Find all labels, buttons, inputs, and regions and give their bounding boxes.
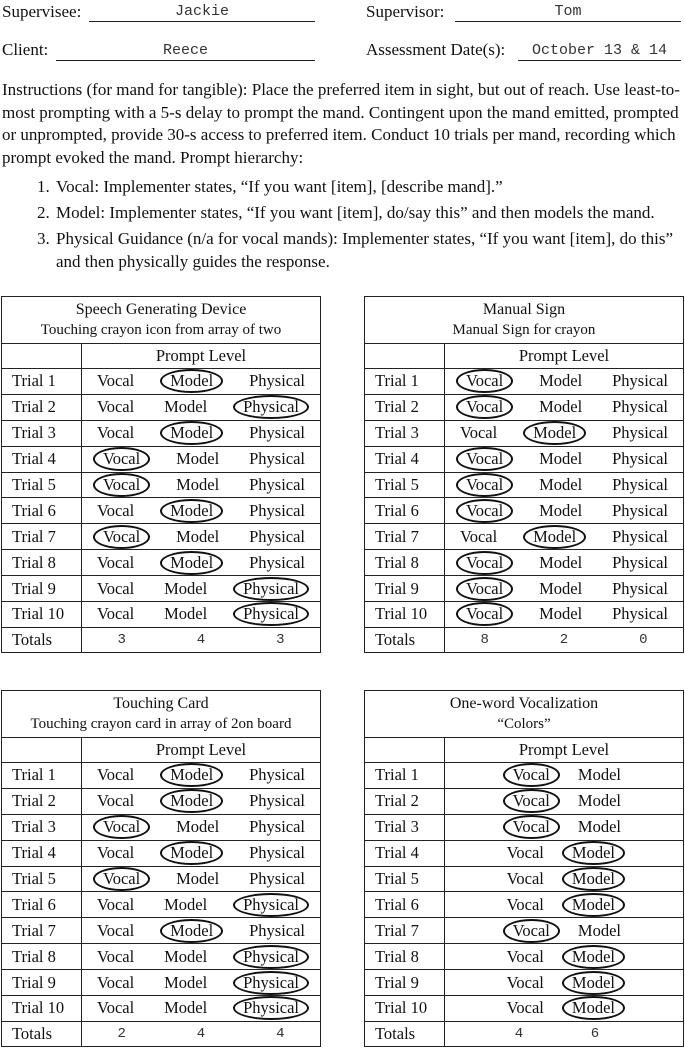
assessment-date-label: Assessment Date(s): — [366, 40, 506, 59]
prompt-level-header: Prompt Level — [445, 344, 684, 369]
trial-options — [445, 472, 684, 498]
trial-row — [2, 840, 321, 866]
trial-label: Trial 10 — [2, 996, 82, 1022]
model-option-circled[interactable]: Model — [160, 421, 223, 445]
table-header — [2, 691, 321, 738]
physical-option[interactable]: Physical — [612, 578, 669, 598]
trial-label: Trial 10 — [365, 602, 445, 628]
trial-label: Trial 7 — [365, 524, 445, 550]
speech-generating-device-table — [1, 296, 321, 653]
trial-row — [2, 866, 321, 892]
physical-option[interactable]: Physical — [612, 475, 669, 494]
table-title: Speech Generating Device — [75, 301, 247, 318]
model-option[interactable]: Model — [539, 449, 583, 469]
vocal-option[interactable]: Vocal — [96, 791, 135, 811]
physical-option-circled[interactable]: Physical — [233, 945, 309, 969]
prompt-model: 2. Model: Implementer states, “If you want [item], do/say this” and then models the mand. — [54, 202, 685, 225]
trial-row — [2, 788, 321, 814]
trial-label: Trial 2 — [365, 788, 445, 814]
trial-label: Trial 4 — [2, 446, 82, 472]
model-option-circled[interactable]: Model — [160, 789, 223, 813]
trial-row — [365, 996, 684, 1022]
trial-options — [445, 420, 684, 446]
trial-options — [82, 420, 321, 446]
trial-row — [365, 892, 684, 918]
physical-option[interactable]: Physical — [249, 423, 306, 443]
model-option[interactable]: Model — [164, 998, 208, 1018]
trial-label: Trial 3 — [2, 420, 82, 446]
vocal-option[interactable]: Vocal — [506, 869, 544, 888]
trial-row — [365, 394, 684, 420]
totals-values — [82, 1021, 321, 1046]
vocal-option[interactable]: Vocal — [96, 500, 135, 520]
supervisee-label: Supervisee: — [2, 2, 82, 21]
vocal-option[interactable]: Vocal — [96, 894, 135, 914]
physical-option[interactable]: Physical — [249, 526, 306, 546]
blank-cell — [2, 344, 82, 369]
vocal-option-circled[interactable]: Vocal — [456, 602, 513, 626]
trial-row — [365, 840, 684, 866]
vocal-option[interactable]: Vocal — [96, 998, 135, 1018]
model-option-circled[interactable]: Model — [160, 369, 223, 393]
trial-label: Trial 8 — [2, 944, 82, 970]
totals-label: Totals — [365, 1021, 445, 1046]
trial-label: Trial 5 — [2, 866, 82, 892]
trial-options — [82, 970, 321, 996]
table-title: Touching Card — [113, 695, 209, 712]
trial-label: Trial 3 — [2, 814, 82, 840]
totals-values — [445, 627, 684, 652]
trial-label: Trial 2 — [2, 394, 82, 420]
blank-cell — [2, 738, 82, 763]
trial-row — [2, 996, 321, 1022]
total-value[interactable]: 0 — [639, 631, 648, 648]
trial-label: Trial 6 — [2, 892, 82, 918]
trial-options — [445, 446, 684, 472]
model-option[interactable]: Model — [539, 500, 583, 520]
physical-option[interactable]: Physical — [249, 371, 306, 391]
trial-options — [82, 446, 321, 472]
trial-label: Trial 4 — [2, 840, 82, 866]
total-value[interactable]: 4 — [276, 1025, 285, 1042]
vocal-option[interactable]: Vocal — [96, 578, 135, 598]
trial-label: Trial 1 — [2, 369, 82, 395]
trial-options — [82, 892, 321, 918]
physical-option[interactable]: Physical — [249, 765, 306, 785]
trial-row — [365, 814, 684, 840]
trial-options — [445, 918, 684, 944]
trial-options — [82, 788, 321, 814]
table-subtitle: Touching crayon icon from array of two — [40, 322, 282, 338]
vocal-option[interactable]: Vocal — [506, 894, 544, 914]
client-label: Client: — [2, 40, 49, 59]
totals-values — [445, 1021, 684, 1046]
trial-options — [82, 996, 321, 1022]
model-option-circled[interactable]: Model — [523, 421, 586, 445]
trial-row — [2, 369, 321, 395]
total-value[interactable]: 2 — [559, 631, 569, 648]
trial-row — [365, 602, 684, 628]
trial-row — [2, 420, 321, 446]
model-option[interactable]: Model — [164, 894, 208, 914]
total-value[interactable]: 4 — [514, 1025, 524, 1042]
prompt-vocal: 1. Vocal: Implementer states, “If you want [item], [describe mand].” — [54, 176, 685, 199]
vocal-option-circled[interactable]: Vocal — [93, 525, 150, 549]
vocal-option-circled[interactable]: Vocal — [503, 789, 560, 813]
vocal-option[interactable]: Vocal — [96, 920, 135, 940]
trial-options — [82, 918, 321, 944]
model-option[interactable]: Model — [176, 869, 220, 888]
trial-options — [445, 763, 684, 789]
assessment-date-field[interactable]: October 13 & 14 — [518, 42, 681, 61]
prompt-physical: 3. Physical Guidance (n/a for vocal mands): Implementer states, “If you want [item], do this” and then physically guides the response. — [54, 228, 685, 273]
vocal-option-circled[interactable]: Vocal — [456, 369, 513, 393]
model-option[interactable]: Model — [176, 449, 220, 469]
trial-row — [365, 970, 684, 996]
vocal-option-circled[interactable]: Vocal — [456, 395, 513, 419]
vocal-option-circled[interactable]: Vocal — [456, 551, 513, 575]
trial-row — [2, 524, 321, 550]
model-option[interactable]: Model — [176, 817, 220, 837]
trial-row — [365, 866, 684, 892]
physical-option-circled[interactable]: Physical — [233, 893, 309, 917]
vocal-option-circled[interactable]: Vocal — [503, 815, 560, 839]
trial-label: Trial 3 — [365, 814, 445, 840]
trial-label: Trial 2 — [2, 788, 82, 814]
table-subtitle: Manual Sign for crayon — [452, 322, 596, 338]
one-word-vocalization-table — [364, 690, 684, 1047]
trial-label: Trial 6 — [365, 892, 445, 918]
vocal-option[interactable]: Vocal — [506, 843, 544, 863]
model-option-circled[interactable]: Model — [562, 996, 625, 1020]
trial-options — [445, 788, 684, 814]
trial-row — [2, 892, 321, 918]
prompt-level-header: Prompt Level — [445, 738, 684, 763]
vocal-option[interactable]: Vocal — [96, 552, 135, 572]
physical-option[interactable]: Physical — [249, 552, 306, 572]
vocal-option-circled[interactable]: Vocal — [93, 815, 150, 839]
physical-option[interactable]: Physical — [612, 371, 669, 391]
trial-row — [2, 498, 321, 524]
vocal-option[interactable]: Vocal — [459, 526, 498, 546]
model-option[interactable]: Model — [176, 475, 220, 494]
trial-options — [445, 944, 684, 970]
prompt-hierarchy-list — [30, 176, 685, 277]
trial-label: Trial 6 — [2, 498, 82, 524]
trial-options — [82, 602, 321, 628]
physical-option[interactable]: Physical — [612, 526, 669, 546]
physical-option[interactable]: Physical — [249, 500, 306, 520]
model-option-circled[interactable]: Model — [160, 551, 223, 575]
trial-options — [82, 866, 321, 892]
vocal-option-circled[interactable]: Vocal — [93, 867, 150, 891]
trial-options — [445, 550, 684, 576]
model-option[interactable]: Model — [164, 578, 208, 598]
trial-label: Trial 9 — [365, 576, 445, 602]
totals-label: Totals — [365, 627, 445, 652]
vocal-option[interactable]: Vocal — [506, 946, 544, 966]
vocal-option[interactable]: Vocal — [96, 371, 135, 391]
trial-options — [445, 524, 684, 550]
trial-options — [82, 763, 321, 789]
trial-label: Trial 5 — [365, 866, 445, 892]
model-option[interactable]: Model — [539, 604, 583, 624]
model-option[interactable]: Model — [539, 578, 583, 598]
table-subtitle: Touching crayon card in array of 2on board — [30, 716, 292, 732]
trial-options — [82, 394, 321, 420]
instructions-text: Instructions (for mand for tangible): Place the preferred item in sight, but out of reach. Use least-to-most prompting with a 5-s delay to prompt the mand. Contingent upon the mand emitted, prompted or unprompted, provide 30-s access to preferred item. Conduct 10 trials per mand, recording which prompt evoked the mand. Prompt hierarchy: — [2, 80, 680, 167]
trial-row — [365, 420, 684, 446]
trial-label: Trial 2 — [365, 394, 445, 420]
vocal-option-circled[interactable]: Vocal — [93, 447, 150, 471]
model-option-circled[interactable]: Model — [160, 499, 223, 523]
table-header — [365, 691, 684, 738]
trial-row — [2, 472, 321, 498]
trial-label: Trial 8 — [365, 550, 445, 576]
trial-options — [82, 524, 321, 550]
vocal-option-circled[interactable]: Vocal — [503, 763, 560, 787]
model-option[interactable]: Model — [577, 765, 621, 785]
trial-label: Trial 4 — [365, 840, 445, 866]
vocal-option-circled[interactable]: Vocal — [456, 447, 513, 471]
trial-label: Trial 7 — [2, 918, 82, 944]
trial-row — [365, 944, 684, 970]
totals-values — [82, 627, 321, 652]
trial-row — [2, 763, 321, 789]
trial-row — [2, 918, 321, 944]
physical-option-circled[interactable]: Physical — [233, 996, 309, 1020]
total-value[interactable]: 2 — [117, 1025, 126, 1042]
prompt-level-header: Prompt Level — [82, 738, 321, 763]
trial-row — [2, 814, 321, 840]
model-option-circled[interactable]: Model — [562, 867, 625, 891]
vocal-option[interactable]: Vocal — [506, 972, 544, 992]
blank-cell — [365, 738, 445, 763]
trial-label: Trial 10 — [365, 996, 445, 1022]
trial-options — [82, 944, 321, 970]
trial-label: Trial 9 — [365, 970, 445, 996]
trial-row — [365, 472, 684, 498]
trial-options — [82, 814, 321, 840]
model-option[interactable]: Model — [577, 920, 621, 940]
table-title: Manual Sign — [482, 301, 566, 318]
trial-options — [82, 576, 321, 602]
vocal-option[interactable]: Vocal — [96, 397, 135, 417]
physical-option[interactable]: Physical — [249, 449, 306, 469]
model-option[interactable]: Model — [164, 397, 208, 417]
trial-row — [365, 788, 684, 814]
physical-option[interactable]: Physical — [249, 475, 306, 494]
trial-options — [445, 394, 684, 420]
vocal-option[interactable]: Vocal — [96, 972, 135, 992]
trial-row — [365, 550, 684, 576]
trial-label: Trial 3 — [365, 420, 445, 446]
model-option-circled[interactable]: Model — [562, 971, 625, 995]
trial-label: Trial 5 — [365, 472, 445, 498]
trial-row — [2, 446, 321, 472]
vocal-option[interactable]: Vocal — [96, 604, 135, 624]
model-option[interactable]: Model — [164, 604, 208, 624]
model-option-circled[interactable]: Model — [562, 945, 625, 969]
model-option-circled[interactable]: Model — [160, 841, 223, 865]
physical-option[interactable]: Physical — [249, 920, 306, 940]
trial-label: Trial 1 — [2, 763, 82, 789]
vocal-option[interactable]: Vocal — [506, 998, 544, 1018]
physical-option-circled[interactable]: Physical — [233, 971, 309, 995]
physical-option[interactable]: Physical — [249, 817, 306, 837]
vocal-option-circled[interactable]: Vocal — [456, 499, 513, 523]
trial-options — [445, 866, 684, 892]
physical-option-circled[interactable]: Physical — [233, 577, 309, 601]
vocal-option[interactable]: Vocal — [459, 423, 498, 443]
model-option-circled[interactable]: Model — [562, 841, 625, 865]
manual-sign-table — [364, 296, 684, 653]
total-value[interactable]: 4 — [196, 631, 206, 648]
model-option[interactable]: Model — [164, 946, 208, 966]
vocal-option-circled[interactable]: Vocal — [503, 919, 560, 943]
total-value[interactable]: 8 — [480, 631, 489, 648]
model-option[interactable]: Model — [539, 371, 583, 391]
trial-options — [445, 840, 684, 866]
physical-option[interactable]: Physical — [612, 423, 669, 443]
table-subtitle: “Colors” — [497, 716, 551, 732]
trial-row — [2, 394, 321, 420]
supervisor-label: Supervisor: — [366, 2, 445, 21]
trial-label: Trial 7 — [2, 524, 82, 550]
trial-options — [445, 814, 684, 840]
trial-label: Trial 8 — [365, 944, 445, 970]
trial-options — [445, 602, 684, 628]
trial-options — [82, 498, 321, 524]
table-header — [2, 297, 321, 344]
vocal-option-circled[interactable]: Vocal — [93, 473, 150, 497]
physical-option[interactable]: Physical — [612, 397, 669, 417]
model-option[interactable]: Model — [577, 791, 621, 811]
model-option[interactable]: Model — [577, 817, 621, 837]
supervisor-field[interactable]: Tom — [455, 3, 681, 22]
trial-label: Trial 5 — [2, 472, 82, 498]
supervisee-field[interactable]: Jackie — [89, 3, 315, 22]
trial-row — [365, 763, 684, 789]
trial-row — [2, 550, 321, 576]
total-value[interactable]: 3 — [276, 631, 285, 648]
totals-label: Totals — [2, 627, 82, 652]
trial-row — [365, 524, 684, 550]
trial-options — [82, 472, 321, 498]
trial-label: Trial 6 — [365, 498, 445, 524]
model-option-circled[interactable]: Model — [160, 763, 223, 787]
trial-row — [365, 369, 684, 395]
trial-options — [445, 996, 684, 1022]
trial-options — [445, 892, 684, 918]
trial-label: Trial 7 — [365, 918, 445, 944]
trial-label: Trial 9 — [2, 576, 82, 602]
blank-cell — [365, 344, 445, 369]
prompt-level-header: Prompt Level — [82, 344, 321, 369]
trial-row — [2, 944, 321, 970]
trial-options — [445, 576, 684, 602]
vocal-option-circled[interactable]: Vocal — [456, 577, 513, 601]
trial-row — [365, 446, 684, 472]
model-option[interactable]: Model — [539, 552, 583, 572]
trial-row — [2, 970, 321, 996]
physical-option[interactable]: Physical — [249, 791, 306, 811]
model-option-circled[interactable]: Model — [523, 525, 586, 549]
model-option[interactable]: Model — [539, 475, 583, 494]
physical-option-circled[interactable]: Physical — [233, 395, 309, 419]
client-field[interactable]: Reece — [56, 42, 315, 61]
trial-options — [82, 840, 321, 866]
vocal-option[interactable]: Vocal — [96, 423, 135, 443]
trial-row — [365, 918, 684, 944]
trial-options — [82, 369, 321, 395]
physical-option[interactable]: Physical — [249, 843, 306, 863]
trial-options — [445, 369, 684, 395]
trial-label: Trial 10 — [2, 602, 82, 628]
physical-option[interactable]: Physical — [612, 449, 669, 469]
trial-options — [445, 498, 684, 524]
total-value[interactable]: 6 — [590, 1025, 600, 1042]
vocal-option[interactable]: Vocal — [96, 946, 135, 966]
totals-label: Totals — [2, 1021, 82, 1046]
model-option[interactable]: Model — [176, 526, 220, 546]
trial-row — [2, 576, 321, 602]
total-value[interactable]: 4 — [196, 1025, 206, 1042]
table-title: One-word Vocalization — [449, 695, 599, 712]
physical-option[interactable]: Physical — [612, 500, 669, 520]
trial-row — [2, 602, 321, 628]
trial-label: Trial 1 — [365, 763, 445, 789]
physical-option-circled[interactable]: Physical — [233, 602, 309, 626]
physical-option[interactable]: Physical — [249, 869, 306, 888]
trial-label: Trial 8 — [2, 550, 82, 576]
vocal-option-circled[interactable]: Vocal — [456, 473, 513, 497]
trial-row — [365, 498, 684, 524]
vocal-option[interactable]: Vocal — [96, 765, 135, 785]
trial-options — [82, 550, 321, 576]
trial-options — [445, 970, 684, 996]
table-header — [365, 297, 684, 344]
touching-card-table — [1, 690, 321, 1047]
total-value[interactable]: 3 — [117, 631, 126, 648]
physical-option[interactable]: Physical — [612, 552, 669, 572]
trial-label: Trial 4 — [365, 446, 445, 472]
physical-option[interactable]: Physical — [612, 604, 669, 624]
model-option-circled[interactable]: Model — [160, 919, 223, 943]
model-option[interactable]: Model — [164, 972, 208, 992]
model-option-circled[interactable]: Model — [562, 893, 625, 917]
trial-row — [365, 576, 684, 602]
model-option[interactable]: Model — [539, 397, 583, 417]
trial-label: Trial 9 — [2, 970, 82, 996]
trial-label: Trial 1 — [365, 369, 445, 395]
vocal-option[interactable]: Vocal — [96, 843, 135, 863]
